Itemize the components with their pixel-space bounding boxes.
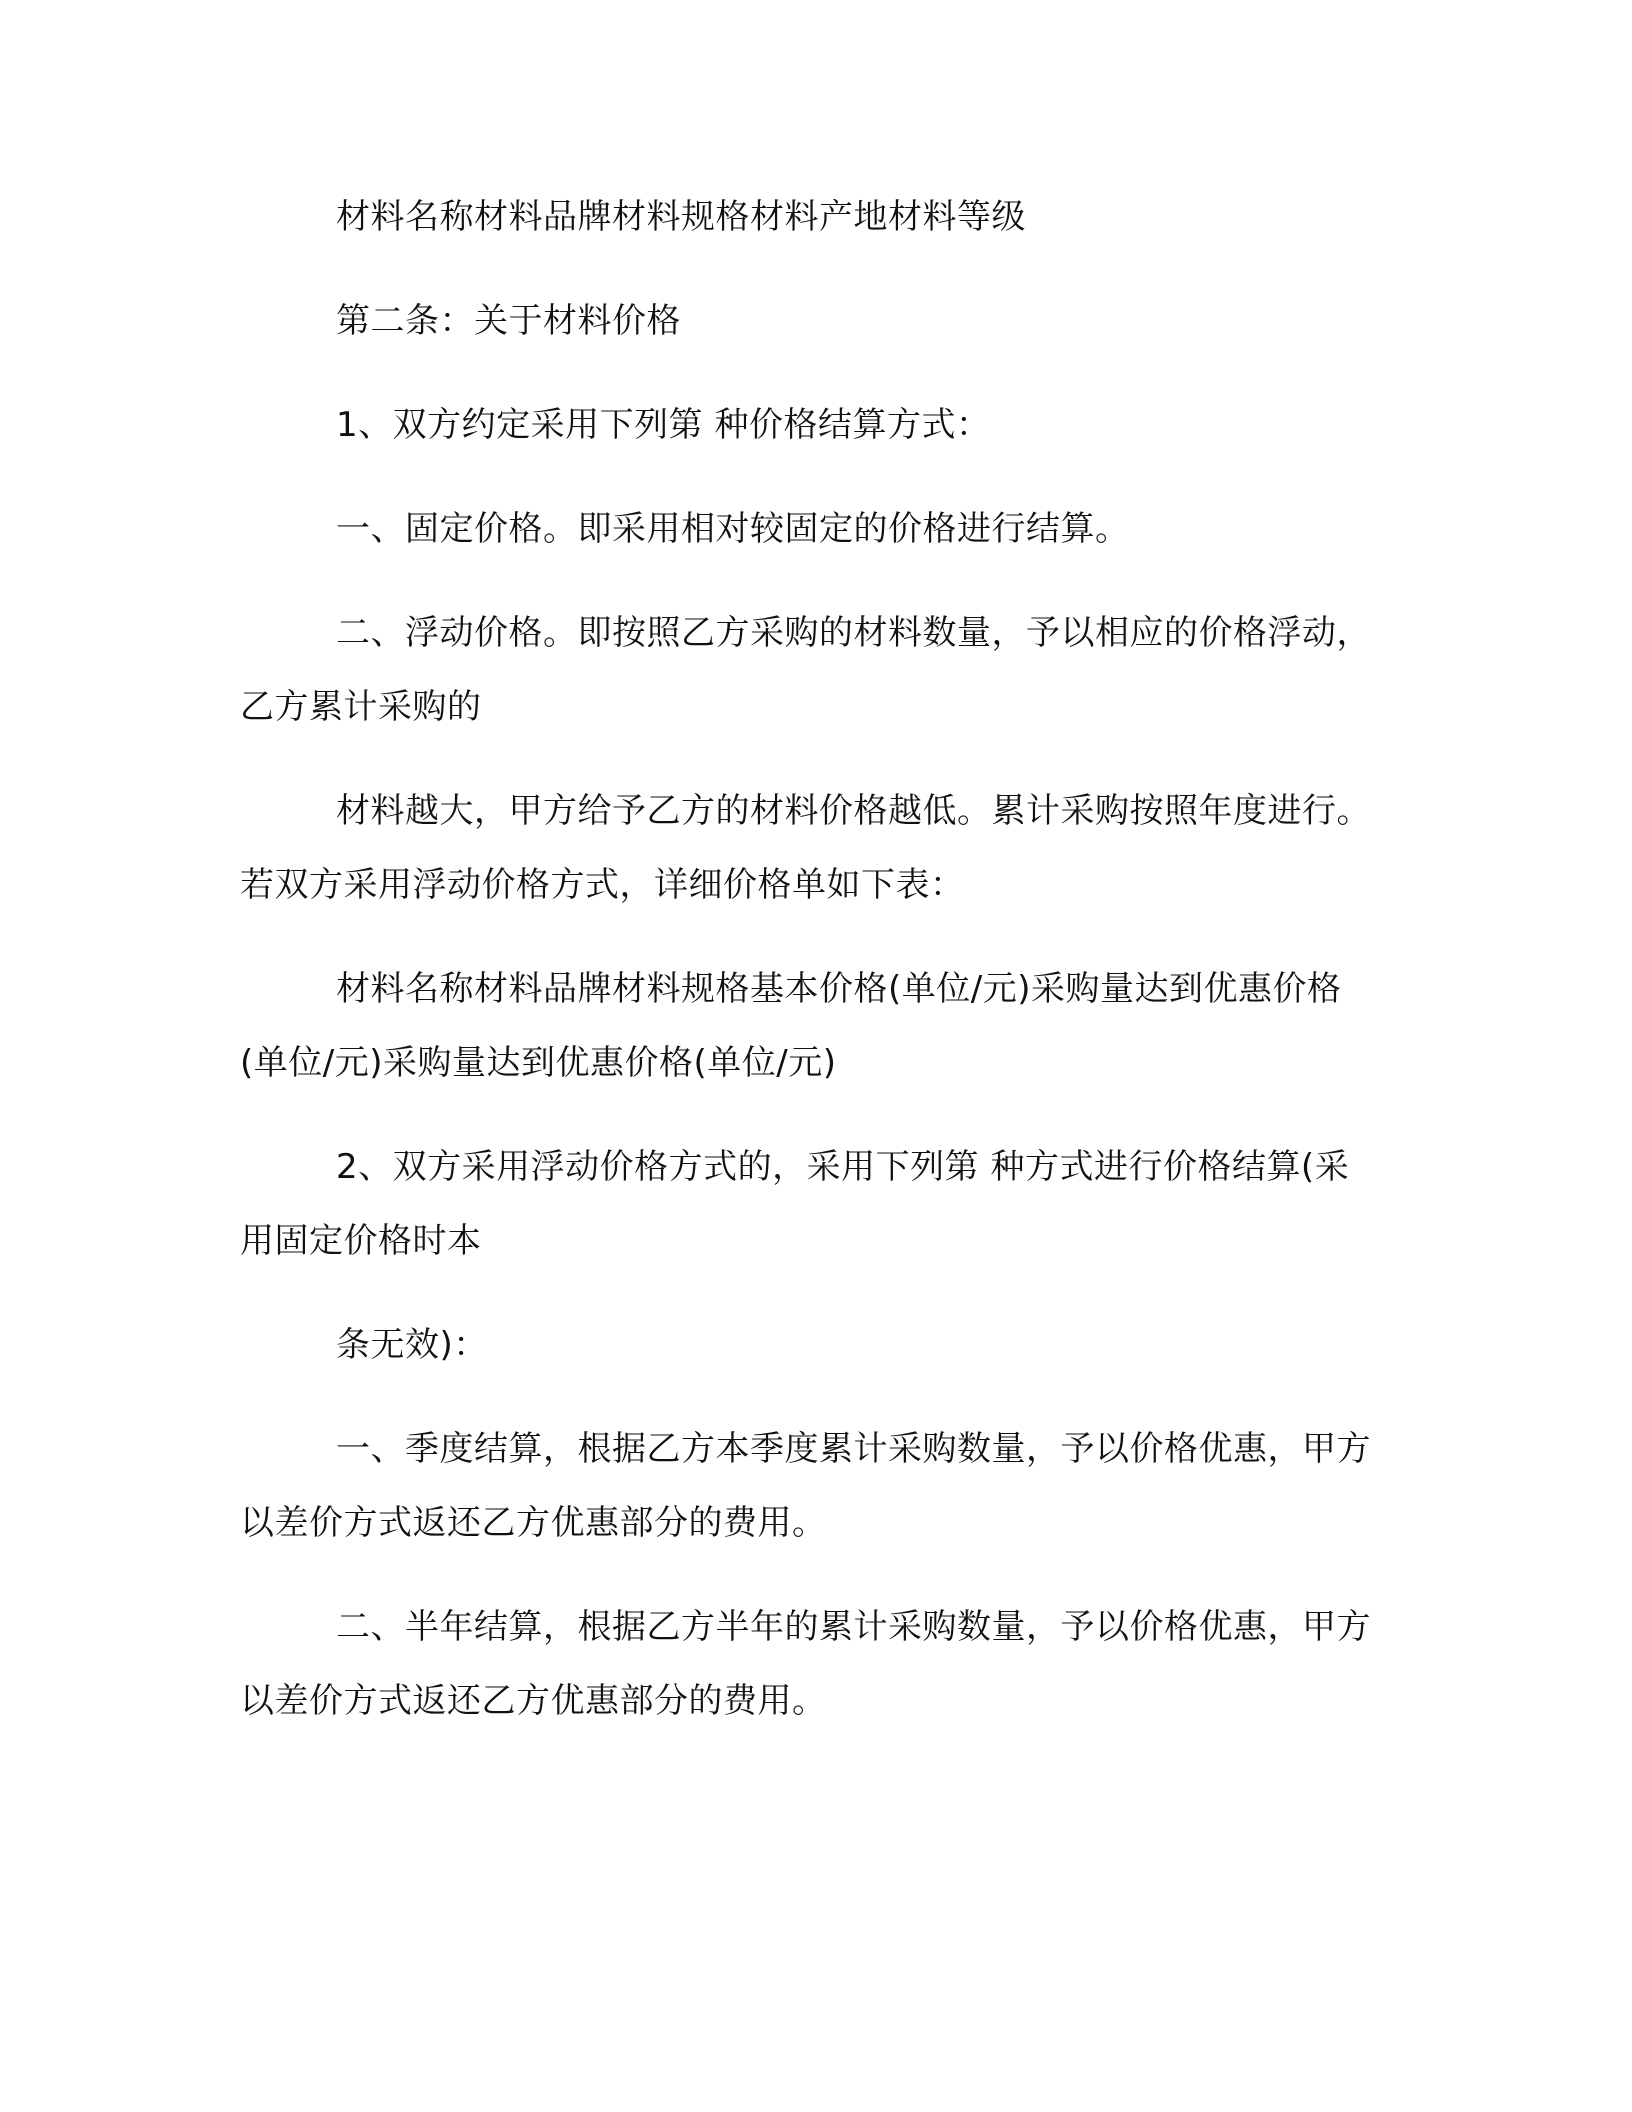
- clause-1-settlement-method: 1、双方约定采用下列第 种价格结算方式：: [336, 405, 991, 445]
- material-columns-line: 材料名称材料品牌材料规格材料产地材料等级: [336, 197, 1026, 237]
- fixed-price-option: 一、固定价格。即采用相对较固定的价格进行结算。: [336, 509, 1130, 549]
- quarterly-settlement-option: 一、季度结算，根据乙方本季度累计采购数量，予以价格优惠，甲方以差价方式返还乙方优惠部分的费用。: [240, 1429, 1371, 1543]
- clause-2-continuation: 条无效)：: [336, 1325, 488, 1365]
- document-body: [240, 180, 1380, 1768]
- floating-price-option: 二、浮动价格。即按照乙方采购的材料数量，予以相应的价格浮动，乙方累计采购的: [240, 613, 1371, 727]
- article-two-heading: 第二条：关于材料价格: [336, 301, 681, 341]
- floating-price-details: 材料越大，甲方给予乙方的材料价格越低。累计采购按照年度进行。若双方采用浮动价格方式，详细价格单如下表：: [240, 791, 1371, 905]
- price-table-columns-line: 材料名称材料品牌材料规格基本价格(单位/元)采购量达到优惠价格(单位/元)采购量达到优惠价格(单位/元): [240, 969, 1342, 1083]
- half-year-settlement-option: 二、半年结算，根据乙方半年的累计采购数量，予以价格优惠，甲方以差价方式返还乙方优惠部分的费用。: [240, 1607, 1371, 1721]
- clause-2-settlement-method: 2、双方采用浮动价格方式的，采用下列第 种方式进行价格结算(采用固定价格时本: [240, 1147, 1350, 1261]
